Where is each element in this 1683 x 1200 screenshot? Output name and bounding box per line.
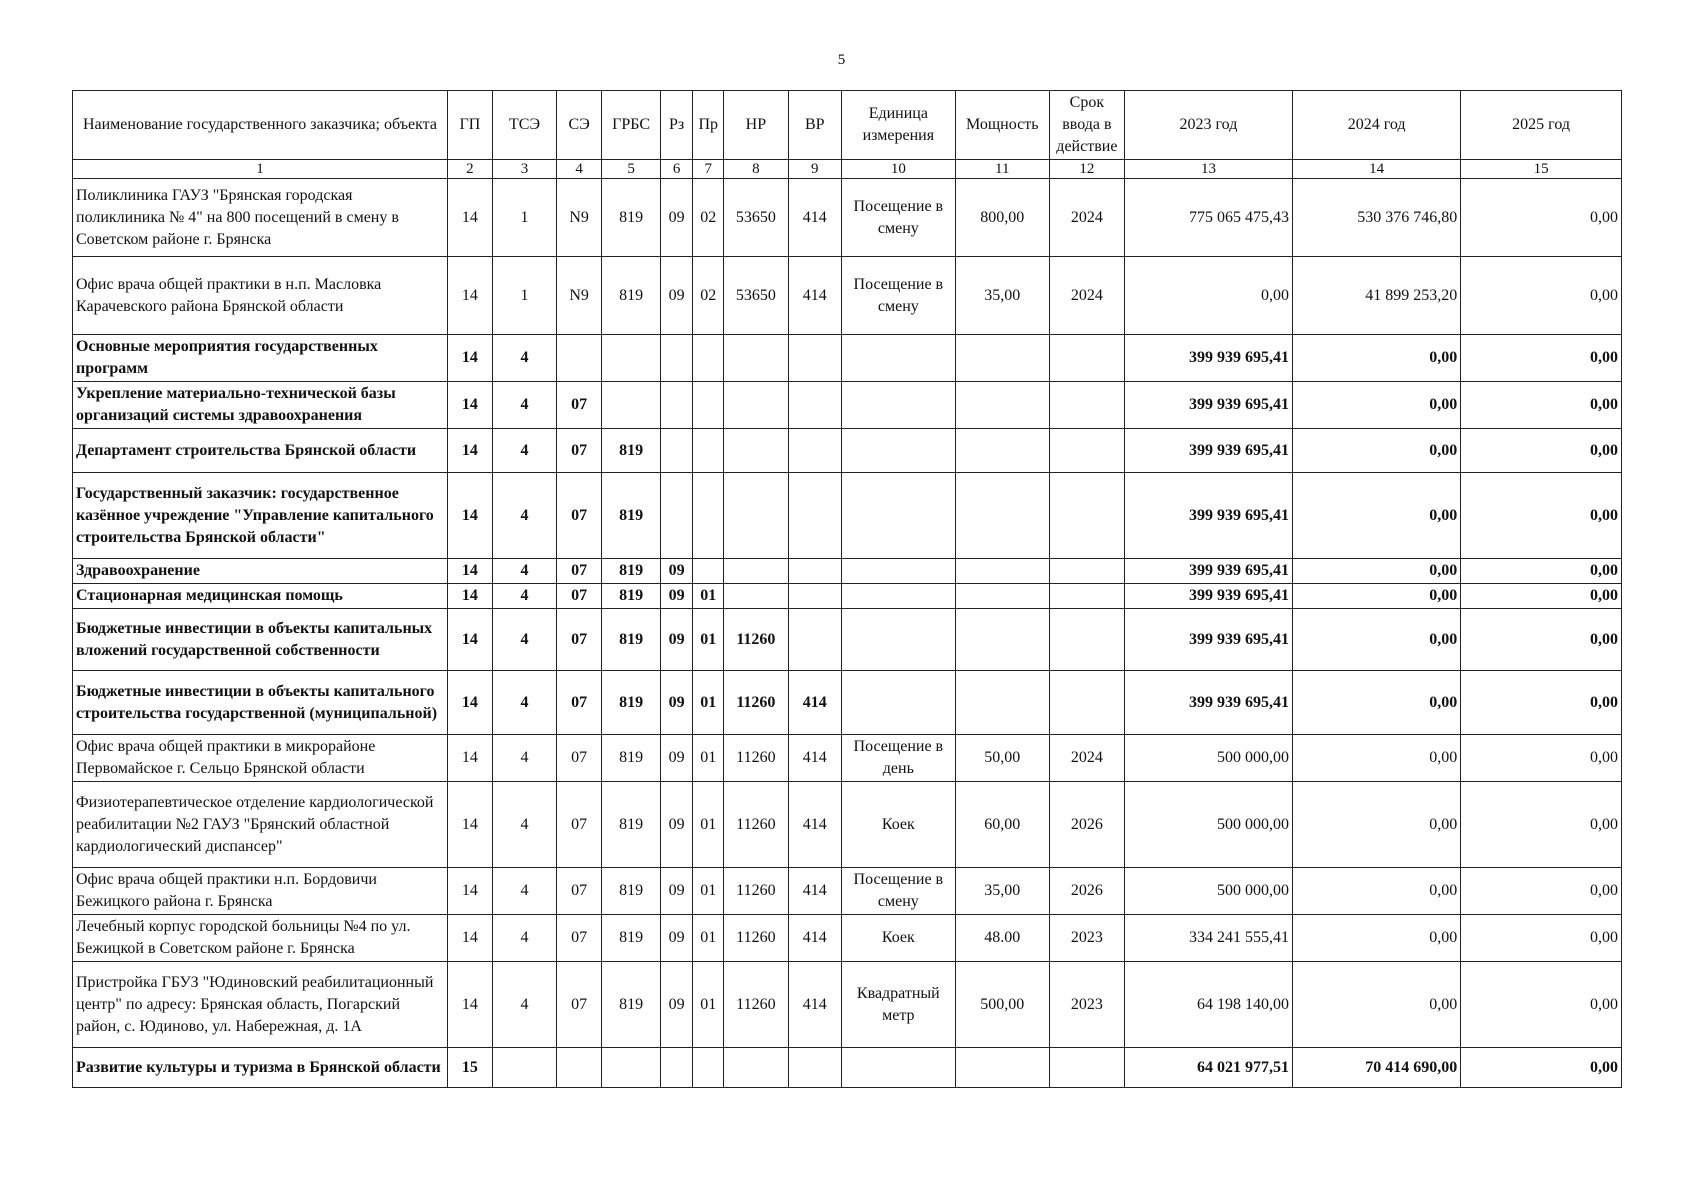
pr-code (693, 335, 724, 382)
gp-code: 14 (447, 584, 492, 609)
table-row (73, 1048, 1622, 1088)
column-number: 7 (693, 160, 724, 179)
amount-2023: 64 021 977,51 (1124, 1048, 1292, 1088)
header-2023: 2023 год (1124, 91, 1292, 160)
column-number: 6 (661, 160, 693, 179)
tse-code: 4 (492, 915, 556, 962)
table-row (73, 915, 1622, 962)
amount-2023: 0,00 (1124, 257, 1292, 335)
column-number: 11 (955, 160, 1049, 179)
vr-code (788, 335, 842, 382)
rz-code: 09 (661, 179, 693, 257)
grbs-code: 819 (602, 609, 661, 671)
nr-code: 11260 (724, 609, 788, 671)
amount-2024: 0,00 (1293, 335, 1461, 382)
se-code (557, 1048, 602, 1088)
amount-2023: 399 939 695,41 (1124, 429, 1292, 473)
commissioning-year (1049, 382, 1124, 429)
object-name: Развитие культуры и туризма в Брянской области (73, 1048, 448, 1088)
rz-code: 09 (661, 257, 693, 335)
amount-2025: 0,00 (1461, 257, 1622, 335)
pr-code (693, 473, 724, 559)
amount-2024: 0,00 (1293, 382, 1461, 429)
amount-2025: 0,00 (1461, 559, 1622, 584)
grbs-code: 819 (602, 671, 661, 735)
gp-code: 14 (447, 782, 492, 868)
commissioning-year (1049, 584, 1124, 609)
commissioning-year: 2024 (1049, 257, 1124, 335)
se-code: 07 (557, 915, 602, 962)
capacity: 60,00 (955, 782, 1049, 868)
pr-code: 01 (693, 584, 724, 609)
capacity: 48.00 (955, 915, 1049, 962)
unit-of-measure: Квадратный метр (842, 962, 956, 1048)
unit-of-measure: Коек (842, 915, 956, 962)
object-name: Пристройка ГБУЗ "Юдиновский реабилитационный центр" по адресу: Брянская область, Погарский район, с. Юдиново, ул. Набережная, д. 1А (73, 962, 448, 1048)
nr-code: 53650 (724, 179, 788, 257)
header-rz: Рз (661, 91, 693, 160)
rz-code: 09 (661, 584, 693, 609)
nr-code (724, 473, 788, 559)
unit-of-measure: Посещение в смену (842, 179, 956, 257)
amount-2024: 0,00 (1293, 559, 1461, 584)
nr-code (724, 382, 788, 429)
table-row (73, 671, 1622, 735)
amount-2023: 399 939 695,41 (1124, 559, 1292, 584)
object-name: Лечебный корпус городской больницы №4 по ул. Бежицкой в Советском районе г. Брянска (73, 915, 448, 962)
amount-2024: 0,00 (1293, 671, 1461, 735)
object-name: Офис врача общей практики н.п. Бордовичи Бежицкого района г. Брянска (73, 868, 448, 915)
amount-2024: 0,00 (1293, 962, 1461, 1048)
gp-code: 14 (447, 735, 492, 782)
gp-code: 14 (447, 473, 492, 559)
capacity (955, 609, 1049, 671)
capacity: 500,00 (955, 962, 1049, 1048)
unit-of-measure: Посещение в смену (842, 868, 956, 915)
unit-of-measure (842, 1048, 956, 1088)
nr-code: 11260 (724, 868, 788, 915)
pr-code (693, 559, 724, 584)
object-name: Офис врача общей практики в н.п. Масловка Карачевского района Брянской области (73, 257, 448, 335)
object-name: Бюджетные инвестиции в объекты капитального строительства государственной (муниципальной) (73, 671, 448, 735)
amount-2025: 0,00 (1461, 915, 1622, 962)
capacity: 800,00 (955, 179, 1049, 257)
commissioning-year (1049, 671, 1124, 735)
rz-code: 09 (661, 735, 693, 782)
header-row (73, 91, 1622, 160)
grbs-code: 819 (602, 782, 661, 868)
amount-2024: 0,00 (1293, 735, 1461, 782)
unit-of-measure (842, 335, 956, 382)
amount-2023: 64 198 140,00 (1124, 962, 1292, 1048)
nr-code: 11260 (724, 782, 788, 868)
column-number: 12 (1049, 160, 1124, 179)
column-number: 1 (73, 160, 448, 179)
column-number: 3 (492, 160, 556, 179)
object-name: Стационарная медицинская помощь (73, 584, 448, 609)
header-name: Наименование государственного заказчика; объекта (73, 91, 448, 160)
vr-code: 414 (788, 915, 842, 962)
column-number: 2 (447, 160, 492, 179)
pr-code: 01 (693, 782, 724, 868)
unit-of-measure: Коек (842, 782, 956, 868)
grbs-code: 819 (602, 473, 661, 559)
grbs-code: 819 (602, 915, 661, 962)
table-row (73, 335, 1622, 382)
capacity: 35,00 (955, 868, 1049, 915)
rz-code: 09 (661, 782, 693, 868)
amount-2025: 0,00 (1461, 609, 1622, 671)
table-row (73, 559, 1622, 584)
amount-2025: 0,00 (1461, 429, 1622, 473)
commissioning-year (1049, 473, 1124, 559)
tse-code: 4 (492, 735, 556, 782)
unit-of-measure (842, 559, 956, 584)
table-row (73, 782, 1622, 868)
table-body (73, 179, 1622, 1088)
amount-2024: 0,00 (1293, 584, 1461, 609)
gp-code: 14 (447, 559, 492, 584)
vr-code (788, 559, 842, 584)
object-name: Основные мероприятия государственных программ (73, 335, 448, 382)
grbs-code (602, 1048, 661, 1088)
commissioning-year: 2024 (1049, 179, 1124, 257)
amount-2024: 0,00 (1293, 609, 1461, 671)
commissioning-year: 2023 (1049, 962, 1124, 1048)
column-number: 4 (557, 160, 602, 179)
commissioning-year (1049, 559, 1124, 584)
page-number: 5 (837, 52, 846, 68)
column-number-row (73, 160, 1622, 179)
se-code: 07 (557, 671, 602, 735)
nr-code: 11260 (724, 671, 788, 735)
amount-2024: 0,00 (1293, 429, 1461, 473)
commissioning-year: 2026 (1049, 782, 1124, 868)
grbs-code: 819 (602, 429, 661, 473)
table-row (73, 429, 1622, 473)
vr-code (788, 382, 842, 429)
gp-code: 14 (447, 915, 492, 962)
amount-2024: 41 899 253,20 (1293, 257, 1461, 335)
nr-code (724, 584, 788, 609)
commissioning-year: 2026 (1049, 868, 1124, 915)
se-code: 07 (557, 868, 602, 915)
amount-2023: 334 241 555,41 (1124, 915, 1292, 962)
unit-of-measure (842, 609, 956, 671)
capacity (955, 1048, 1049, 1088)
table-row (73, 257, 1622, 335)
header-se: СЭ (557, 91, 602, 160)
header-commissioning: Срок ввода в действие (1049, 91, 1124, 160)
object-name: Департамент строительства Брянской области (73, 429, 448, 473)
se-code: 07 (557, 609, 602, 671)
tse-code: 1 (492, 257, 556, 335)
unit-of-measure (842, 382, 956, 429)
amount-2025: 0,00 (1461, 868, 1622, 915)
header-unit: Единица измерения (842, 91, 956, 160)
nr-code: 53650 (724, 257, 788, 335)
vr-code (788, 609, 842, 671)
amount-2024: 0,00 (1293, 868, 1461, 915)
tse-code: 4 (492, 671, 556, 735)
vr-code: 414 (788, 962, 842, 1048)
tse-code: 4 (492, 473, 556, 559)
vr-code: 414 (788, 868, 842, 915)
amount-2025: 0,00 (1461, 782, 1622, 868)
capacity (955, 473, 1049, 559)
header-nr: НР (724, 91, 788, 160)
vr-code: 414 (788, 782, 842, 868)
unit-of-measure: Посещение в день (842, 735, 956, 782)
capacity: 35,00 (955, 257, 1049, 335)
capacity: 50,00 (955, 735, 1049, 782)
grbs-code: 819 (602, 735, 661, 782)
rz-code: 09 (661, 609, 693, 671)
gp-code: 14 (447, 609, 492, 671)
column-number: 15 (1461, 160, 1622, 179)
se-code: 07 (557, 473, 602, 559)
unit-of-measure: Посещение в смену (842, 257, 956, 335)
se-code: 07 (557, 735, 602, 782)
budget-table (72, 90, 1622, 1088)
pr-code (693, 429, 724, 473)
capacity (955, 671, 1049, 735)
table-row (73, 868, 1622, 915)
grbs-code: 819 (602, 559, 661, 584)
amount-2025: 0,00 (1461, 179, 1622, 257)
nr-code (724, 335, 788, 382)
nr-code (724, 429, 788, 473)
commissioning-year: 2023 (1049, 915, 1124, 962)
commissioning-year (1049, 1048, 1124, 1088)
nr-code (724, 559, 788, 584)
gp-code: 14 (447, 335, 492, 382)
object-name: Физиотерапевтическое отделение кардиологической реабилитации №2 ГАУЗ "Брянский областной кардиологический диспансер" (73, 782, 448, 868)
pr-code: 01 (693, 915, 724, 962)
gp-code: 14 (447, 257, 492, 335)
pr-code: 01 (693, 671, 724, 735)
tse-code: 4 (492, 584, 556, 609)
table-row (73, 179, 1622, 257)
rz-code: 09 (661, 559, 693, 584)
column-number: 9 (788, 160, 842, 179)
tse-code: 4 (492, 868, 556, 915)
pr-code: 01 (693, 609, 724, 671)
gp-code: 14 (447, 962, 492, 1048)
se-code: 07 (557, 584, 602, 609)
rz-code (661, 1048, 693, 1088)
object-name: Бюджетные инвестиции в объекты капитальных вложений государственной собственности (73, 609, 448, 671)
amount-2025: 0,00 (1461, 735, 1622, 782)
capacity (955, 559, 1049, 584)
header-2024: 2024 год (1293, 91, 1461, 160)
table-row (73, 382, 1622, 429)
header-grbs: ГРБС (602, 91, 661, 160)
se-code: N9 (557, 179, 602, 257)
tse-code: 4 (492, 335, 556, 382)
amount-2024: 70 414 690,00 (1293, 1048, 1461, 1088)
vr-code: 414 (788, 735, 842, 782)
capacity (955, 382, 1049, 429)
header-pr: Пр (693, 91, 724, 160)
vr-code: 414 (788, 179, 842, 257)
object-name: Поликлиника ГАУЗ "Брянская городская поликлиника № 4" на 800 посещений в смену в Советском районе г. Брянска (73, 179, 448, 257)
gp-code: 14 (447, 671, 492, 735)
nr-code: 11260 (724, 962, 788, 1048)
se-code: N9 (557, 257, 602, 335)
amount-2023: 500 000,00 (1124, 735, 1292, 782)
capacity (955, 429, 1049, 473)
rz-code (661, 335, 693, 382)
tse-code: 4 (492, 609, 556, 671)
grbs-code: 819 (602, 179, 661, 257)
object-name: Государственный заказчик: государственное казённое учреждение "Управление капитального строительства Брянской области" (73, 473, 448, 559)
grbs-code: 819 (602, 584, 661, 609)
pr-code: 01 (693, 735, 724, 782)
unit-of-measure (842, 584, 956, 609)
amount-2025: 0,00 (1461, 962, 1622, 1048)
object-name: Укрепление материально-технической базы организаций системы здравоохранения (73, 382, 448, 429)
nr-code (724, 1048, 788, 1088)
amount-2023: 399 939 695,41 (1124, 382, 1292, 429)
table-row (73, 584, 1622, 609)
header-2025: 2025 год (1461, 91, 1622, 160)
pr-code: 01 (693, 962, 724, 1048)
se-code: 07 (557, 782, 602, 868)
rz-code (661, 429, 693, 473)
se-code: 07 (557, 559, 602, 584)
grbs-code: 819 (602, 868, 661, 915)
gp-code: 14 (447, 429, 492, 473)
se-code: 07 (557, 382, 602, 429)
capacity (955, 584, 1049, 609)
commissioning-year (1049, 335, 1124, 382)
amount-2023: 500 000,00 (1124, 782, 1292, 868)
vr-code (788, 429, 842, 473)
gp-code: 14 (447, 382, 492, 429)
gp-code: 15 (447, 1048, 492, 1088)
unit-of-measure (842, 671, 956, 735)
table-row (73, 473, 1622, 559)
rz-code: 09 (661, 915, 693, 962)
capacity (955, 335, 1049, 382)
amount-2023: 399 939 695,41 (1124, 584, 1292, 609)
se-code: 07 (557, 962, 602, 1048)
header-gp: ГП (447, 91, 492, 160)
pr-code: 01 (693, 868, 724, 915)
vr-code (788, 1048, 842, 1088)
table-row (73, 735, 1622, 782)
amount-2023: 399 939 695,41 (1124, 473, 1292, 559)
rz-code: 09 (661, 868, 693, 915)
pr-code: 02 (693, 257, 724, 335)
amount-2025: 0,00 (1461, 473, 1622, 559)
amount-2024: 530 376 746,80 (1293, 179, 1461, 257)
vr-code (788, 473, 842, 559)
amount-2023: 500 000,00 (1124, 868, 1292, 915)
vr-code: 414 (788, 257, 842, 335)
table-row (73, 962, 1622, 1048)
amount-2024: 0,00 (1293, 473, 1461, 559)
table-row (73, 609, 1622, 671)
object-name: Здравоохранение (73, 559, 448, 584)
pr-code (693, 382, 724, 429)
header-tse: ТСЭ (492, 91, 556, 160)
header-vr: ВР (788, 91, 842, 160)
amount-2023: 399 939 695,41 (1124, 609, 1292, 671)
grbs-code (602, 382, 661, 429)
pr-code: 02 (693, 179, 724, 257)
amount-2025: 0,00 (1461, 671, 1622, 735)
commissioning-year: 2024 (1049, 735, 1124, 782)
rz-code (661, 382, 693, 429)
rz-code (661, 473, 693, 559)
commissioning-year (1049, 429, 1124, 473)
column-number: 14 (1293, 160, 1461, 179)
se-code: 07 (557, 429, 602, 473)
amount-2023: 399 939 695,41 (1124, 335, 1292, 382)
vr-code: 414 (788, 671, 842, 735)
column-number: 10 (842, 160, 956, 179)
amount-2024: 0,00 (1293, 915, 1461, 962)
gp-code: 14 (447, 868, 492, 915)
column-number: 13 (1124, 160, 1292, 179)
rz-code: 09 (661, 962, 693, 1048)
pr-code (693, 1048, 724, 1088)
unit-of-measure (842, 429, 956, 473)
nr-code: 11260 (724, 915, 788, 962)
tse-code (492, 1048, 556, 1088)
unit-of-measure (842, 473, 956, 559)
tse-code: 4 (492, 382, 556, 429)
column-number: 8 (724, 160, 788, 179)
grbs-code: 819 (602, 257, 661, 335)
tse-code: 4 (492, 962, 556, 1048)
amount-2023: 399 939 695,41 (1124, 671, 1292, 735)
vr-code (788, 584, 842, 609)
tse-code: 4 (492, 559, 556, 584)
rz-code: 09 (661, 671, 693, 735)
amount-2023: 775 065 475,43 (1124, 179, 1292, 257)
amount-2024: 0,00 (1293, 782, 1461, 868)
commissioning-year (1049, 609, 1124, 671)
tse-code: 4 (492, 429, 556, 473)
amount-2025: 0,00 (1461, 335, 1622, 382)
amount-2025: 0,00 (1461, 1048, 1622, 1088)
amount-2025: 0,00 (1461, 584, 1622, 609)
tse-code: 1 (492, 179, 556, 257)
grbs-code: 819 (602, 962, 661, 1048)
header-capacity: Мощность (955, 91, 1049, 160)
amount-2025: 0,00 (1461, 382, 1622, 429)
se-code (557, 335, 602, 382)
gp-code: 14 (447, 179, 492, 257)
object-name: Офис врача общей практики в микрорайоне Первомайское г. Сельцо Брянской области (73, 735, 448, 782)
grbs-code (602, 335, 661, 382)
column-number: 5 (602, 160, 661, 179)
tse-code: 4 (492, 782, 556, 868)
nr-code: 11260 (724, 735, 788, 782)
